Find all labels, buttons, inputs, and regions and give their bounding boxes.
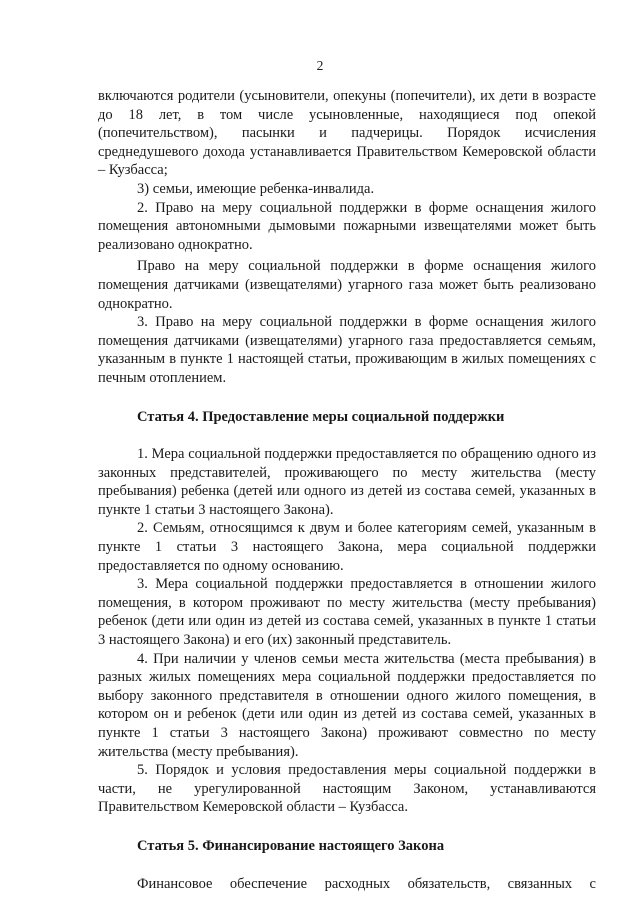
paragraph-clause-2-cont: Право на меру социальной поддержки в форме оснащения жилого помещения датчиками (извещателями) угарного газа может быть реализовано однократно.: [98, 258, 596, 312]
article-5-heading: Статья 5. Финансирование настоящего Закона: [137, 837, 445, 854]
article-4-heading: Статья 4. Предоставление меры социальной поддержки: [137, 408, 505, 425]
article-4-clause-5: 5. Порядок и условия предоставления меры социальной поддержки в части, не урегулированной настоящим Законом, устанавливаются Правительством Кемеровской области – Кузбасса.: [98, 762, 596, 816]
article-4-clause-4: 4. При наличии у членов семьи места жительства (места пребывания) в разных жилых помещениях мера социальной поддержки предоставляется по выбору законного представителя в отношении одного жилого помещения, в котором он и ребенок (дети или один из детей из состава семей, указанных в пункте 1 статьи 3 настоящего Закона) проживают совместно по месту жительства (месту пребывания).: [98, 650, 596, 760]
paragraph-continuation: включаются родители (усыновители, опекуны (попечители), их дети в возрасте до 18 лет, в том числе усыновленные, находящиеся под опекой (попечительством), пасынки и падчерицы. Порядок исчисления среднедушевого дохода устанавливается Правительством Кемеровской области – Кузбасса;: [98, 88, 596, 179]
article-4-clause-2: 2. Семьям, относящимся к двум и более категориям семей, указанным в пункте 1 статьи 3 настоящего Закона, мера социальной поддержки предоставляется по одному основанию.: [98, 520, 596, 574]
article-4-clause-3: 3. Мера социальной поддержки предоставляется в отношении жилого помещения, в котором проживают по месту жительства (месту пребывания) ребенок (дети или один из детей из состава семей, указанных в пункте 1 статьи 3 настоящего Закона) и его (их) законный представитель.: [98, 576, 596, 649]
paragraph-clause-3: 3. Право на меру социальной поддержки в форме оснащения жилого помещения датчиками (извещателями) угарного газа предоставляется семьям, указанным в пункте 1 настоящей статьи, проживающим в жилых помещениях с печным отоплением.: [98, 314, 596, 386]
paragraph-item-3: 3) семьи, имеющие ребенка-инвалида.: [137, 180, 375, 197]
article-4-clause-1: 1. Мера социальной поддержки предоставляется по обращению одного из законных представителей, проживающего по месту жительства (месту пребывания) ребенка (детей или одного из детей из состава семей, указанных в пункте 1 статьи 3 настоящего Закона).: [98, 446, 596, 518]
article-5-paragraph: Финансовое обеспечение расходных обязательств, связанных с: [137, 875, 596, 892]
paragraph-clause-2: 2. Право на меру социальной поддержки в форме оснащения жилого помещения автономными дымовыми пожарными извещателями может быть реализовано однократно.: [98, 199, 596, 253]
document-body: [98, 87, 596, 912]
page-number: 2: [316, 58, 324, 73]
